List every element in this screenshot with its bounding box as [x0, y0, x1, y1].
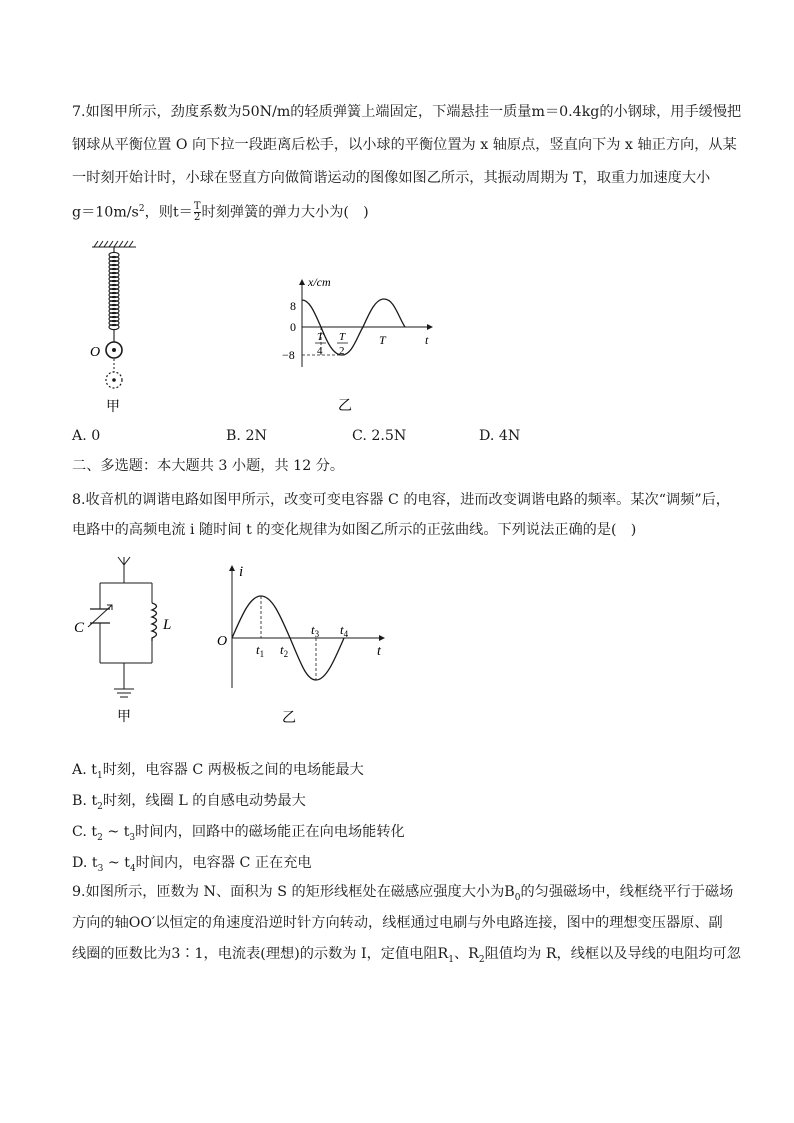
ground-icon — [114, 689, 134, 697]
q7-line-1: 7.如图甲所示，劲度系数为50N/m的轻质弹簧上端固定，下端悬挂一质量m＝0.4kg的小钢球，用手缓慢把 — [72, 104, 742, 120]
t4-label — [340, 622, 349, 639]
q7-time-text: ，则t＝ — [144, 204, 193, 221]
q9-line-1-tail: 的匀强磁场中，线框绕平行于磁场 — [520, 884, 734, 900]
q7-fraction-denominator: 2 — [193, 212, 201, 224]
q8-option-b-tail: 时刻，线圈 L 的自感电动势最大 — [102, 793, 306, 809]
antenna-icon — [118, 557, 130, 583]
q8-option-b — [72, 790, 306, 812]
q7-option-d: D. 4N — [479, 428, 521, 444]
q8-option-b-sub: 2 — [97, 801, 103, 812]
q9-line-1 — [72, 883, 733, 907]
q9-line-2: 方向的轴OO′以恒定的角速度沿逆时针方向转动，线框通过电刷与外电路连接，图中的理想变压器原、副 — [72, 915, 723, 931]
q7-xt-graph — [282, 272, 442, 417]
q8-option-c-mid: ~ t — [102, 824, 130, 840]
q8-lc-circuit — [74, 553, 184, 728]
q8-option-a-sub: 1 — [96, 770, 103, 781]
q7-option-c: C. 2.5N — [352, 428, 407, 444]
y-tick-neg8: −8 — [282, 348, 295, 362]
q7-gravity-text: g＝10m/s — [72, 204, 139, 221]
q7-fig-caption-left: 甲 — [106, 400, 120, 415]
q7-option-b: B. 2N — [226, 428, 267, 444]
q8-option-c — [72, 821, 405, 843]
y-axis-label: x/cm — [308, 275, 331, 289]
t2-letter: t — [280, 642, 284, 657]
q9-line-3-tail: 阻值均为 R，线框以及导线的电阻均可忽 — [484, 946, 741, 962]
q7-fraction-numerator: T — [193, 201, 201, 213]
inductor-label: L — [163, 617, 172, 633]
circuit-wires — [100, 583, 152, 689]
y-tick-0: 0 — [290, 320, 296, 334]
x-tick-T: T — [379, 333, 386, 347]
q8-option-c-sub: 2 — [97, 832, 103, 843]
q8-option-d-sub: 3 — [97, 863, 104, 874]
i-origin-label: O — [217, 634, 228, 649]
ball-pulled-center — [112, 378, 116, 382]
q7-gravity-exponent: 2 — [138, 204, 145, 214]
q8-option-d-mid: ~ t — [103, 855, 130, 871]
q9-line-3-mid: 、R — [453, 946, 479, 962]
q8-option-c-sub2: 3 — [129, 832, 136, 843]
q7-time-fraction — [194, 202, 201, 223]
q9-line-3-sub1: 1 — [448, 954, 454, 965]
q7-line-3: 一时刻开始计时，小球在竖直方向做简谐运动的图像如图乙所示，其振动周期为 T，取重力加速度大小 — [72, 170, 711, 186]
q9-line-3 — [72, 945, 741, 969]
i-x-label: t — [377, 644, 381, 659]
t1-sub: 1 — [259, 649, 265, 659]
x-tick-t2-num: T — [339, 331, 346, 343]
q8-option-d — [72, 852, 312, 874]
q8-option-d-sub2: 4 — [129, 863, 136, 874]
t4-letter: t — [340, 622, 344, 637]
q9-line-1-head: 9.如图所示，匝数为 N、面积为 S 的矩形线框处在磁感应强度大小为B — [72, 884, 515, 900]
y-tick-8: 8 — [290, 299, 296, 313]
q7-question-tail: 时刻弹簧的弹力大小为( ) — [201, 204, 369, 221]
q8-option-a-head: A. t — [72, 762, 97, 778]
q9-line-1-sub: 0 — [514, 892, 521, 903]
q8-line-2: 电路中的高频电流 i 随时间 t 的变化规律为如图乙所示的正弦曲线。下列说法正确的是( ) — [72, 522, 637, 538]
q8-option-d-tail: 时间内，电容器 C 正在充电 — [135, 855, 312, 871]
q8-fig-caption-right: 乙 — [282, 711, 296, 726]
q8-option-a — [72, 759, 364, 781]
q9-line-3-sub2: 2 — [478, 954, 485, 965]
t4-sub: 4 — [343, 629, 349, 639]
q8-option-d-head: D. t — [72, 855, 98, 871]
q8-option-c-head: C. t — [72, 824, 98, 840]
q7-spring-figure — [78, 238, 158, 418]
x-tick-t4-num: T — [317, 331, 324, 343]
q9-line-3-head: 线圈的匝数比为3∶1，电流表(理想)的示数为 I，定值电阻R — [72, 946, 449, 962]
q7-option-a: A. 0 — [72, 428, 101, 444]
q8-option-b-head: B. t — [72, 793, 98, 809]
q8-option-a-tail: 时刻，电容器 C 两极板之间的电场能最大 — [102, 762, 364, 778]
i-y-label: i — [239, 564, 244, 580]
q7-line-4 — [72, 200, 369, 223]
section-heading: 二、多选题：本大题共 3 小题，共 12 分。 — [72, 458, 345, 474]
t1-letter: t — [256, 642, 260, 657]
t2-sub: 2 — [283, 649, 289, 659]
q7-line-2: 钢球从平衡位置 O 向下拉一段距离后松手，以小球的平衡位置为 x 轴原点，竖直向下为 x 轴正方向，从某 — [72, 137, 737, 153]
t3-sub: 3 — [314, 629, 320, 639]
x-tick-t2-den: 2 — [339, 345, 345, 357]
ceiling-hatch — [92, 241, 136, 247]
q7-o-label: O — [90, 345, 101, 360]
inductor-icon — [152, 603, 157, 641]
q8-fig-caption-left: 甲 — [117, 710, 131, 725]
spring-coils — [109, 247, 119, 342]
q8-it-graph — [212, 560, 392, 730]
x-axis-label: t — [425, 333, 429, 347]
t1-label — [256, 642, 264, 659]
ball-equilibrium-center — [112, 348, 116, 352]
q8-line-1: 8.收音机的调谐电路如图甲所示，改变可变电容器 C 的电容，进而改变调谐电路的频率。某次“调频”后， — [72, 492, 730, 508]
t3-label — [311, 622, 320, 639]
t3-letter: t — [311, 622, 315, 637]
t2-label — [280, 642, 288, 659]
x-tick-t4-den: 4 — [317, 345, 323, 357]
q8-option-c-tail: 时间内，回路中的磁场能正在向电场能转化 — [135, 824, 405, 840]
q7-fig-caption-right: 乙 — [338, 399, 352, 414]
capacitor-label: C — [74, 620, 85, 636]
